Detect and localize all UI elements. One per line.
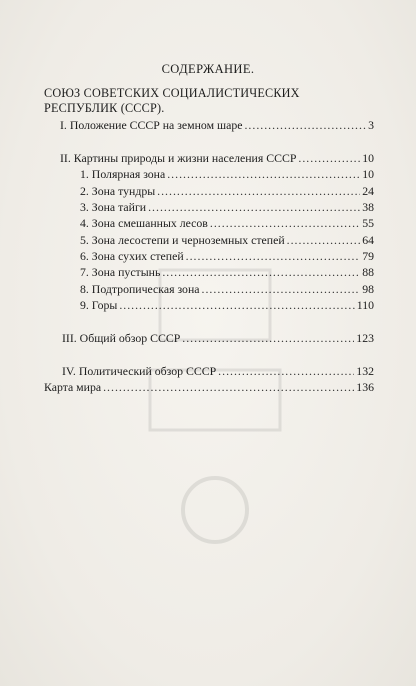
dot-leader [186, 249, 361, 264]
toc-entry-page: 123 [356, 331, 374, 345]
toc-entry-page: 10 [362, 167, 374, 181]
toc-entry [60, 151, 374, 167]
toc-entry [80, 298, 374, 314]
section-header-line-1: СОЮЗ СОВЕТСКИХ СОЦИАЛИСТИЧЕСКИХ [44, 86, 300, 100]
toc-entry [80, 233, 374, 249]
toc-entry-page: 98 [362, 282, 374, 296]
toc-entry-page: 55 [362, 216, 374, 230]
toc-entry-page: 132 [356, 364, 374, 378]
toc-entry [62, 331, 374, 347]
dot-leader [167, 167, 360, 182]
toc-entry [80, 249, 374, 265]
dot-leader [218, 364, 354, 379]
dot-leader [103, 380, 354, 395]
toc-entry-page: 79 [362, 249, 374, 263]
dot-leader [298, 151, 360, 166]
toc-entry-label: 1. Полярная зона [80, 167, 166, 181]
toc-entry [80, 216, 374, 232]
toc-entry-label: 4. Зона смешанных лесов [80, 216, 208, 230]
toc-entry-page: 10 [362, 151, 374, 165]
toc-entry-label: III. Общий обзор СССР [62, 331, 181, 345]
toc-entry [80, 282, 374, 298]
toc-entry-label: 6. Зона сухих степей [80, 249, 184, 263]
toc-entry [80, 200, 374, 216]
toc-entry [44, 380, 374, 396]
dot-leader [157, 184, 360, 199]
toc-entry-label: II. Картины природы и жизни населения СССР [60, 151, 297, 165]
dot-leader [119, 298, 354, 313]
toc-entry-page: 88 [362, 265, 374, 279]
toc-entry-label: 9. Горы [80, 298, 118, 312]
toc-entry-label: IV. Политический обзор СССР [62, 364, 217, 378]
toc-entry-page: 24 [362, 184, 374, 198]
toc-entry [60, 118, 374, 134]
section-header [44, 86, 374, 116]
toc-entry-page: 110 [356, 298, 374, 312]
dot-leader [210, 216, 360, 231]
section-header-line-2: РЕСПУБЛИК (СССР). [44, 101, 165, 115]
toc-entry-label: 5. Зона лесостепи и черноземных степей [80, 233, 285, 247]
toc-entry-label: 8. Подтропическая зона [80, 282, 200, 296]
dot-leader [202, 282, 361, 297]
toc-entry-page: 38 [362, 200, 374, 214]
toc-entry [62, 364, 374, 380]
dot-leader [244, 118, 366, 133]
toc-entry [80, 184, 374, 200]
toc-entry-label: 7. Зона пустынь [80, 265, 161, 279]
toc-entry-page: 3 [368, 118, 374, 132]
toc-entry-page: 136 [356, 380, 374, 394]
toc-entry-page: 64 [362, 233, 374, 247]
dot-leader [148, 200, 360, 215]
toc-entry-label: 3. Зона тайги [80, 200, 147, 214]
page-title: СОДЕРЖАНИЕ. [161, 62, 255, 76]
toc-entry [80, 167, 374, 183]
dot-leader [162, 265, 360, 280]
toc-entry-label: 2. Зона тундры [80, 184, 156, 198]
dot-leader [287, 233, 361, 248]
toc-entry [80, 265, 374, 281]
toc-entry-label: Карта мира [44, 380, 102, 394]
dot-leader [182, 331, 354, 346]
toc-entry-label: I. Положение СССР на земном шаре [60, 118, 243, 132]
